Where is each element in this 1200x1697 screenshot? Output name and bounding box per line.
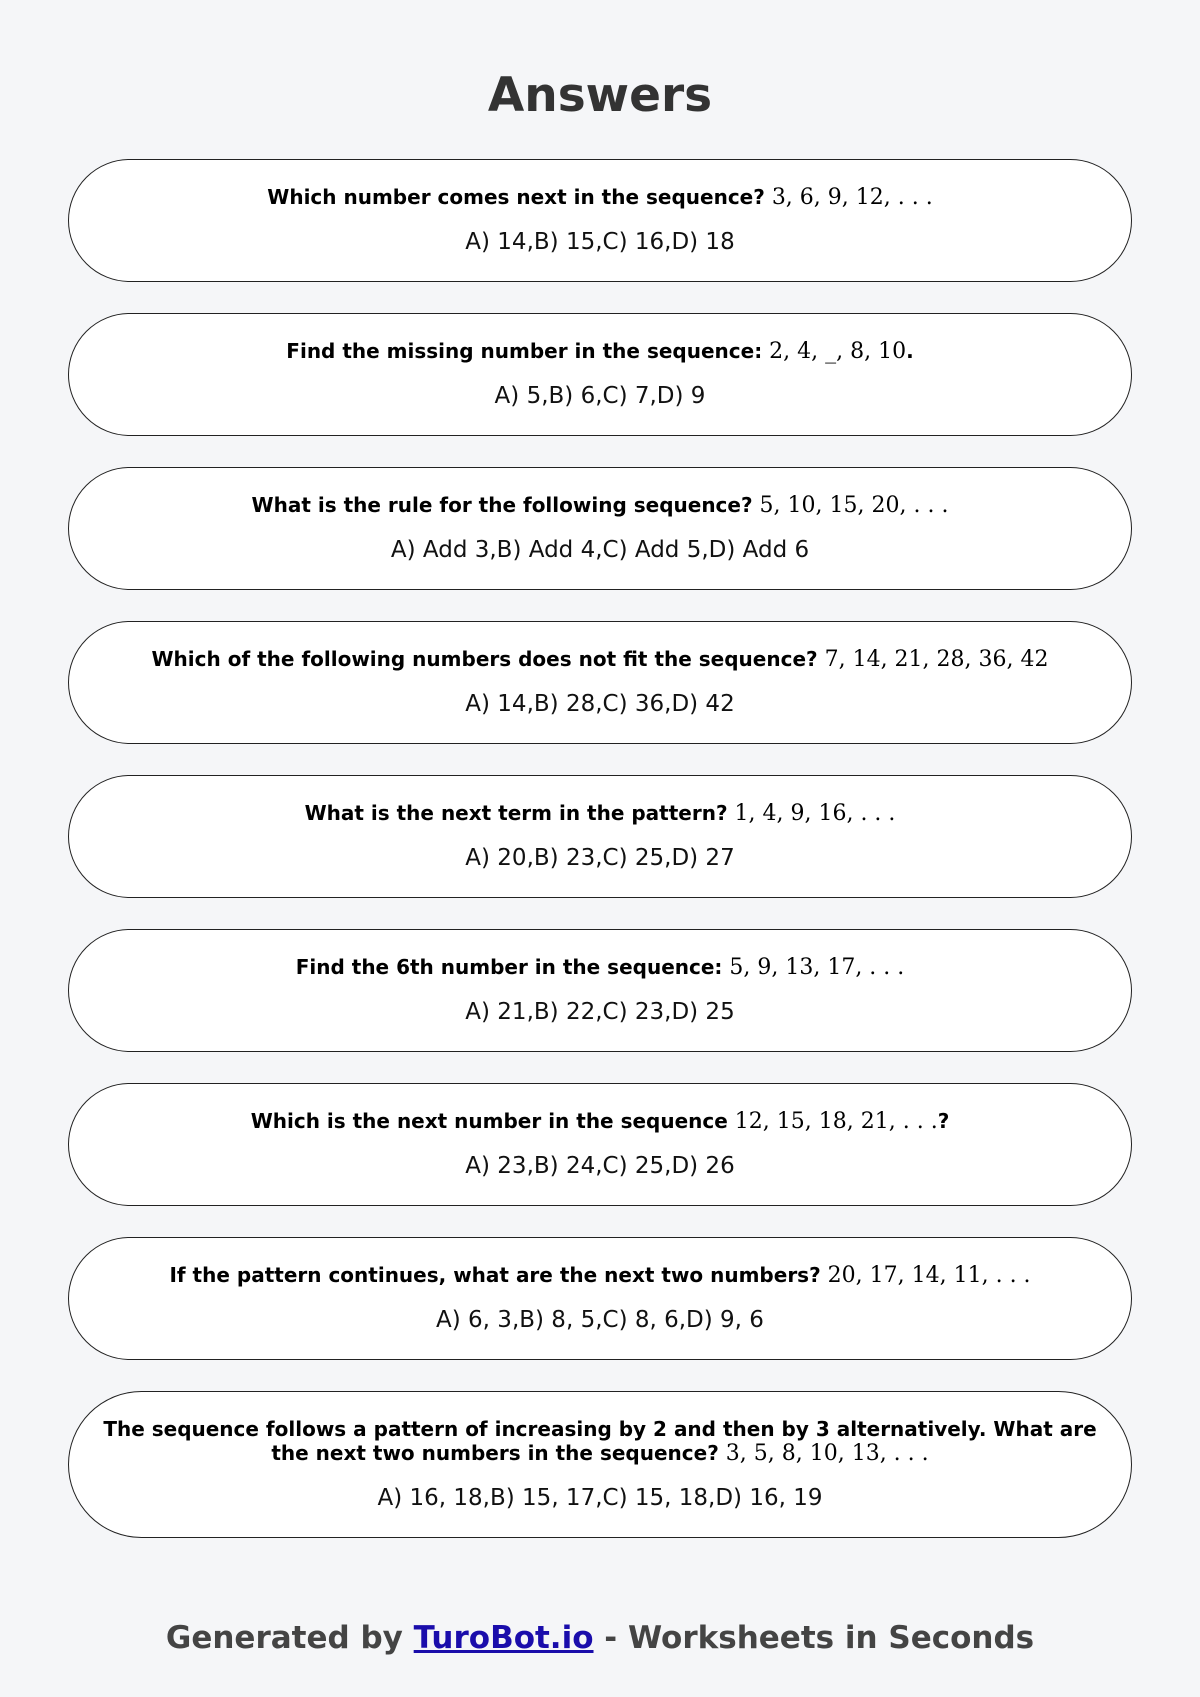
question-prompt: Which number comes next in the sequence?	[267, 185, 772, 209]
question-card-6	[68, 929, 1132, 1052]
answer-options: A) 20,B) 23,C) 25,D) 27	[465, 845, 735, 871]
question-math: 2, 4, _, 8, 10	[769, 339, 907, 364]
question-card-5	[68, 775, 1132, 898]
question-text	[169, 1263, 1030, 1288]
answer-options: A) 6, 3,B) 8, 5,C) 8, 6,D) 9, 6	[436, 1307, 764, 1333]
answer-options: A) 23,B) 24,C) 25,D) 26	[465, 1153, 735, 1179]
answer-options: A) 14,B) 28,C) 36,D) 42	[465, 691, 735, 717]
answer-options: A) Add 3,B) Add 4,C) Add 5,D) Add 6	[390, 537, 810, 563]
question-card-9	[68, 1391, 1132, 1538]
question-card-2	[68, 313, 1132, 436]
question-text	[152, 647, 1049, 672]
page-title: Answers	[487, 68, 713, 123]
question-math: 5, 9, 13, 17, . . .	[729, 955, 905, 980]
footer	[0, 1618, 1200, 1658]
footer-prefix: Generated by	[165, 1620, 414, 1656]
question-list	[68, 159, 1132, 1569]
question-math: 3, 5, 8, 10, 13, . . .	[725, 1441, 929, 1466]
question-prompt: If the pattern continues, what are the next two numbers?	[169, 1263, 828, 1287]
question-text	[251, 1109, 950, 1134]
question-text	[305, 801, 896, 826]
question-math: 12, 15, 18, 21, . . .	[734, 1109, 938, 1134]
question-prompt: Find the 6th number in the sequence:	[295, 955, 730, 979]
answer-options: A) 16, 18,B) 15, 17,C) 15, 18,D) 16, 19	[377, 1485, 823, 1511]
answer-options: A) 14,B) 15,C) 16,D) 18	[465, 229, 735, 255]
question-card-7	[68, 1083, 1132, 1206]
question-card-1	[68, 159, 1132, 282]
question-math: 20, 17, 14, 11, . . .	[827, 1263, 1031, 1288]
question-text	[97, 1417, 1103, 1466]
turobot-link[interactable]: TuroBot.io	[413, 1620, 594, 1656]
question-prompt: Which of the following numbers does not fit the sequence?	[151, 647, 825, 671]
question-math: 5, 10, 15, 20, . . .	[759, 493, 949, 518]
question-suffix: ?	[937, 1109, 950, 1133]
answer-options: A) 5,B) 6,C) 7,D) 9	[494, 383, 706, 409]
question-prompt: What is the next term in the pattern?	[304, 801, 735, 825]
question-math: 1, 4, 9, 16, . . .	[734, 801, 896, 826]
question-prompt: Find the missing number in the sequence:	[286, 339, 770, 363]
question-math: 7, 14, 21, 28, 36, 42	[824, 647, 1049, 672]
question-card-3	[68, 467, 1132, 590]
question-card-8	[68, 1237, 1132, 1360]
question-prompt: What is the rule for the following sequence?	[251, 493, 760, 517]
footer-suffix: - Worksheets in Seconds	[593, 1620, 1035, 1656]
question-prompt: Which is the next number in the sequence	[250, 1109, 735, 1133]
question-card-4	[68, 621, 1132, 744]
question-text	[286, 339, 913, 364]
question-math: 3, 6, 9, 12, . . .	[771, 185, 933, 210]
question-prompt: The sequence follows a pattern of increasing by 2 and then by 3 alternatively. What are the next two numbers in the sequence?	[103, 1417, 1097, 1465]
answer-options: A) 21,B) 22,C) 23,D) 25	[465, 999, 735, 1025]
question-text	[296, 955, 905, 980]
question-text	[252, 493, 949, 518]
question-text	[267, 185, 932, 210]
question-suffix: .	[906, 339, 914, 363]
